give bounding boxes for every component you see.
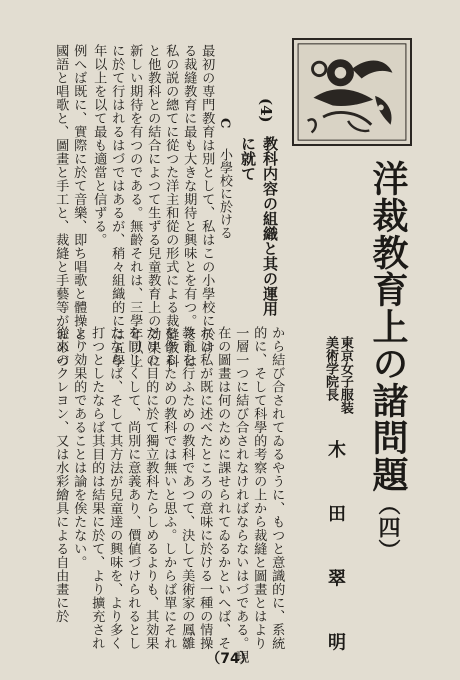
- article-title: [356, 160, 409, 562]
- sub-heading-mark: C: [217, 118, 232, 129]
- body-column: る裁縫教育に最も大きな期待と興味とを有つ。それは: [181, 44, 197, 368]
- body-column: より効果的であることは論を俟たない。: [71, 326, 87, 569]
- author-affiliation: [322, 336, 352, 414]
- affiliation-line: 美術学院長: [322, 336, 338, 401]
- decorative-emblem: [292, 38, 412, 146]
- body-column: を同じくして、尚別に意義あり、價値づけられるとし: [125, 326, 141, 650]
- title-issue: （四）: [375, 493, 401, 562]
- affiliation-line: 東京女子服装: [337, 336, 353, 414]
- body-column: 年以上を以て最も適當と信ずる。: [91, 44, 107, 247]
- body-column: と他教科との結合によつて生ずる兒童教育上の効果に: [145, 44, 161, 368]
- title-main: 洋裁教育上の諸問題: [367, 160, 409, 493]
- body-column: 一層一つに結び合されなければならないはづである。現: [233, 326, 249, 664]
- section-heading: [258, 98, 273, 123]
- body-column: を作るための教科では無いと思ふ。しからば單にそれ: [161, 326, 177, 650]
- body-column: だけの目的に於て獨立教科たらしめるよりも、其効果: [143, 326, 159, 650]
- page-number: （74）: [206, 651, 254, 667]
- body-column: 國語と唱歌と、圖畫と手工と、裁縫と手藝等がおのづ: [53, 44, 69, 368]
- sub-heading: [218, 118, 231, 128]
- body-column: 最初の専門教育は別として、私はこの小學校に於け: [199, 44, 215, 355]
- sub-heading-text: 小學校に於ける: [217, 148, 232, 239]
- body-column: 從來のクレヨン、又は水彩繪具による自由畫に於: [53, 326, 69, 623]
- bird-flower-emblem-icon: [294, 40, 410, 144]
- body-column: 私の説の總てに從つた洋主和從の形式による裁縫教科: [163, 44, 179, 368]
- body-column: 打つとしたならば其目的は結果に於て、より擴充され: [89, 326, 105, 650]
- body-column: 例へば既に、實際に於て音樂、即ち唱歌と體操と、: [71, 44, 87, 355]
- author-name: 木 田 翠 明: [325, 440, 346, 671]
- section-heading-line: に就て: [239, 136, 257, 181]
- body-column: 在の圖畫は何のために課せられてゐるかといへば、そ: [215, 326, 231, 650]
- section-number: (4): [257, 98, 275, 123]
- body-column: 新しい期待を有つのである。無齡それは、三學年以上: [127, 44, 143, 368]
- body-column: 的に、そして科學的考察の上から裁縫と圖畫とはより: [251, 326, 267, 650]
- body-column: れは私が既に述べたところの意味に於ける一種の情操: [197, 326, 213, 650]
- section-heading-line: 教科内容の組織と其の運用: [261, 136, 279, 316]
- body-column: たならば、そして其方法が兒童達の興味を、より多く: [107, 326, 123, 650]
- body-column: 教育を行ふための教科であつて、決して美術家の鳳雛: [179, 326, 195, 650]
- body-column: に於て行はれるはづではあるが、稍々組織的には五學: [109, 44, 125, 368]
- body-column: から結び合されてゐるやうに、もつと意識的に、系統: [269, 326, 285, 650]
